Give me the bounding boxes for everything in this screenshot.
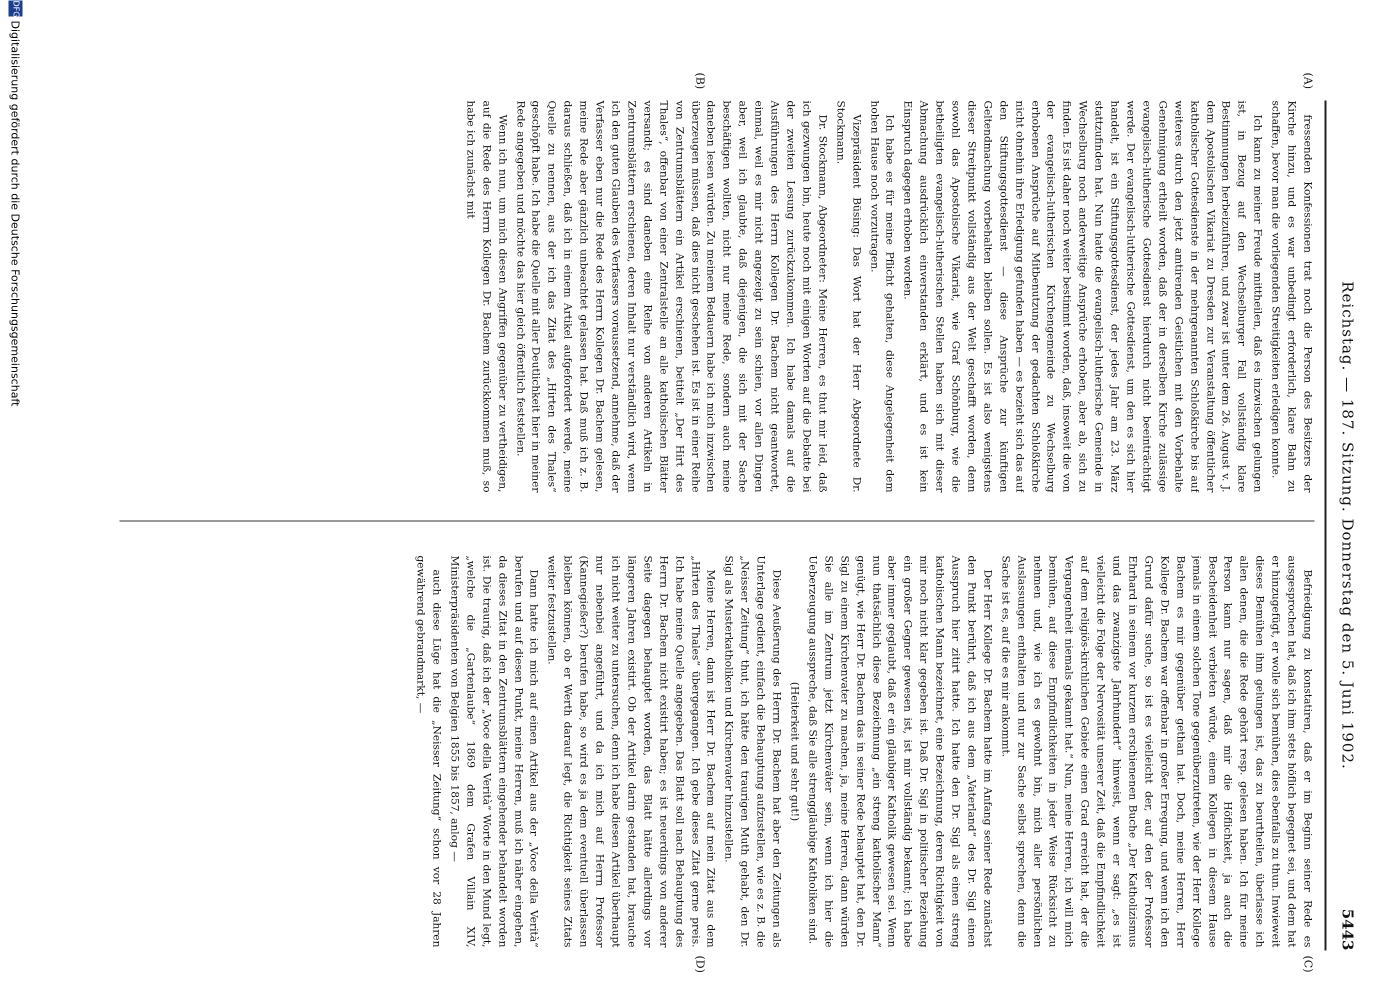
page-title: Reichstag. — 187. Sitzung. Donnerstag den 5. Juni 1902. [1338, 281, 1357, 770]
stage-direction: (Heiterkeit und sehr gut!) [788, 681, 801, 822]
margin-marker-a: (A) [1301, 72, 1315, 90]
paragraph: Dr. Stockmann, Abgeordneter: Meine Herren, es thut mir leid, daß ich gezwungen bin, heute noch mit einigen Worten auf die Debatte bei der zweiten Lesung zurückzukommen. Ich habe damals auf die Ausführungen des Herrn Kollegen Dr. Bachem nicht geantwortet, einmal, weil es mir nicht angezeigt zu sein schien, vor allen Dingen aber, weil ich glaubte, daß diejenigen, die sich mit der Sache beschäftigen wollten, nicht nur meine Rede, sondern auch meine daneben lesen würden. Zu meinem Bedauern habe ich mich inzwischen überzeugen müssen, daß dies nicht geschehen ist. Es ist in einer Reihe von Zentrumsblättern ein Artikel erschienen, betitelt „Der Hirt des Thales“, offenbar von einer Zentralstelle an alle katholischen Blätter versandt; es sind daneben eine Reihe von anderen Artikeln in Zentrumsblättern erschienen, deren Inhalt nur verständlich wird, wenn ich den guten Glauben des Verfassers voraussetzend, annehme, daß der Verfasser eben nur die Rede des Herrn Kollegen Dr. Bachem gelesen, meine Rede aber gänzlich unbeachtet gelassen hat. Daß muß ich z. B. daraus schließen, daß ich in einem Artikel aufgefordert werde, meine Quelle zu nennen, aus der ich das Zitat des „Hirten des Thales“ geschöpft habe. Ich habe die Quelle mit aller Deutlichkeit hier in meiner Rede angegeben und möchte das hier gleich öffentlich feststellen. [514, 100, 829, 493]
funding-note: Digitalisierung gefördert durch die Deutsche Forschungsgemeinschaft [8, 20, 22, 407]
paragraph: Ich habe es für meine Pflicht gehalten, diese Angelegenheit dem hohen Hause noch vorzutragen. [868, 100, 896, 493]
paragraph: Meine Herren, dann ist Herr Dr. Bachem auf mein Zitat aus dem „Hirten des Thales“ übergegangen. Ich gebe dieses Zitat gerne preis. Ich habe meine Quelle angegeben. Das Blatt soll nach Behauptung des Herrn Dr. Bachem nicht existirt haben; es ist neuerdings von anderer Seite dagegen behauptet worden, das Blatt hätte allerdings vor längeren Jahren existirt. Ob der Artikel darin gestanden hat, brauche ich nicht weiter zu untersuchen, denn ich habe diesen Artikel überhaupt nur nebenbei angeführt, und da ich mich auf Herrn Professor (Kannegießer?) berufen habe, so wird es ja dem eventuell überlassen bleiben können, ob er Werth darauf legt, die Richtigkeit seines Zitats weiter festzustellen. [545, 555, 717, 948]
paragraph: Vizepräsident Büsing: Das Wort hat der Herr Abgeordnete Dr. Stockmann. [834, 100, 863, 493]
right-text-column [120, 556, 1315, 948]
margin-marker-c: (C) [1301, 955, 1315, 973]
paragraph: Dann hatte ich mich auf einen Artikel aus der „Voce della Verità“ berufen und auf diesen Punkt, meine Herren, muß ich näher eingehen, da dieses Zitat in den Zentrumsblättern eingehender behandelt worden ist. Die traurig, daß ich der „Voce della Verità“ Worte in den Mund legt, „welche die „Gartenlaube“ 1869 dem Grafen Villain XIV, Ministerpräsidenten von Belgien 1855 bis 1857, anlog — [448, 555, 540, 948]
page-number: 5443 [1338, 908, 1357, 951]
header-rule [1325, 101, 1327, 951]
margin-marker-d: (D) [693, 955, 707, 973]
column-divider [120, 521, 1315, 522]
paragraph: Befriedigung zu konstatiren, daß er im Beginn seiner Rede es ausgesprochen hat, daß ich ihm stets höflich begegnet sei, und dem hat er hinzugefügt, er wolle sich bemühen, dies ebenfalls zu thun. Inwieweit dieses Bemühen ihm gelungen ist, das zu beurtheilen, überlasse ich allen denen, die die Rede gehört resp. gelesen haben. Ich für meine Person kann nur sagen, daß mir die Höflichkeit, ja auch die Bescheidenheit verbieten würde, einem Kollegen in diesem Hause jemals in einem solchen Tone gegenüberzutreten, wie der Herr Kollege Bachem es mir gegenüber gethan hat. Doch, meine Herren, Herr Kollege Dr. Bachem war offenbar in großer Erregung, und wenn ich den Grund dafür suche, so ist es vielleicht der, auf den der Professor Ehrhard in seinem vor kurzem erschienenen Buche „Der Katholizismus und das zwanzigste Jahrhundert“ hinweist, wenn er sagt: „es ist vielleicht die Folge der Nervosität unserer Zeit, daß die Empfindlichkeit auf dem religiös-kirchlichen Gebiete einen Grad erreicht hat, der die Vergangenheit niemals gekannt hat.“ Nun, meine Herren, ich will mich bemühen, auf diese Empfindlichkeiten in jeder Weise Rücksicht zu nehmen und, wie ich es gewohnt bin, mich aller persönlichen Auslassungen enthalten und nur zur Sache selbst sprechen, denn die Sache ist es, auf die es mir ankommt. [999, 555, 1314, 948]
paragraph: Der Herr Kollege Dr. Bachem hatte im Anfang seiner Rede zunächst den Punkt berührt, daß ich aus dem „Vaterland“ des Dr. Sigl einen Ausspruch hier zitirt hatte. Ich hatte den Dr. Sigl als einen streng katholischen Mann bezeichnet, eine Bezeichnung, deren Richtigkeit von mir noch nicht klar gegeben ist. Daß Dr. Sigl in politischer Beziehung ein großer Gegner gewesen ist, ist mir vollständig bekannt; ich habe aber immer geglaubt, daß er ein gläubiger Katholik gewesen sei. Wenn nun thatsächlich diese Bezeichnung „ein streng katholischer Mann“ genügt, wie Herr Dr. Bachem das in seiner Rede behauptet hat, den Dr. Sigl zu einem Kirchenvater zu machen, ja, meine Herren, dann würden Sie alle im Zentrum jetzt Kirchenväter sein, wenn ich hier die Ueberzeugung ausspreche, daß Sie alle strenggläubige Katholiken sind. [806, 555, 994, 948]
paragraph: Ich kann zu meiner Freude mittheilen, daß es inzwischen gelungen ist, in Bezug auf den Wechselburger Fall vollständig klare Bestimmungen herbeizuführen, und zwar ist unter dem 26. August v. J. dem Apostolischen Vikariat zu Dresden zur Veranstaltung öffentlicher katholischer Gottesdienste in der mehrgenannten Schloßkirche bis auf weiteres durch den jetzt amtirenden Geistlichen mit den Vorbehalte Genehmigung ertheilt worden, daß der in derselben Kirche zulässige evangelisch-lutherische Gottesdienst hierdurch nicht beeinträchtigt werde. Der evangelisch-lutherische Gottesdienst, um den es sich hier handelt, ist ein Stiftungsgottesdienst, der jedes Jahr am 23. März stattzufinden hat. Nun hatte die evangelisch-lutherische Gemeinde in Wechselburg noch anderweitige Ansprüche erhoben, aber ab, sich zu finden. Es ist daher noch weiter bestimmt worden, daß, insoweit die von der evangelisch-lutherischen Kirchengemeinde zu Wechselburg erhobenen Ansprüche auf Mitbenutzung der gedachten Schloßkirche nicht ohnehin ihre Erledigung gefunden haben — es bezieht sich das auf den Stiftungsgottesdienst — diese Ansprüche zur künftigen Geltendmachung vorbehalten bleiben sollen. Es ist also wenigstens dieser Streitpunkt vollständig aus der Welt geschafft worden, denn sowohl das Apostolische Vikariat, wie Graf Schönburg, wie die betheiligten evangelisch-lutherischen Stellen haben sich mit dieser Abmachung ausdrücklich einverstanden erklärt, und es ist kein Einspruch dagegen erhoben worden. [901, 100, 1264, 493]
paragraph: fressenden Konfessionen trat noch die Person des Besitzers der Kirche hinzu, und es war unbedingt erforderlich, klare Bahn zu schaffen, bevor man die vorliegenden Streitigkeiten erledigen konnte. [1269, 100, 1314, 493]
page-header [1327, 101, 1357, 951]
dfg-logo: DFG [9, 1, 23, 17]
left-text-column [120, 101, 1315, 493]
paragraph: Wenn ich nun, um mich diesen Angriffen gegenüber zu vertheidigen, auf die Rede des Herrn Kollegen Dr. Bachem zurückkommen muß, so habe ich zunächst mit [464, 100, 509, 493]
paragraph: Diese Aeußerung des Herrn Dr. Bachem hat aber den Zeitungen als Unterlage gedient, einfach die Behauptung aufzustellen, wie es z. B. die „Neisser Zeitung“ thut, ich hätte den traurigen Muth gehabt, den Dr. Sigl als Musterkatholiken und Kirchenvater hinzustellen. [722, 555, 783, 948]
margin-marker-b: (B) [693, 72, 707, 90]
funding-footer [4, 1, 24, 1001]
paragraph: auch diese Lüge hat die „Neisser Zeitung“ schon vor 28 Jahren gewährend gebrandmarkt, — [414, 555, 443, 948]
rotated-newspaper-page [0, 1, 1397, 1001]
